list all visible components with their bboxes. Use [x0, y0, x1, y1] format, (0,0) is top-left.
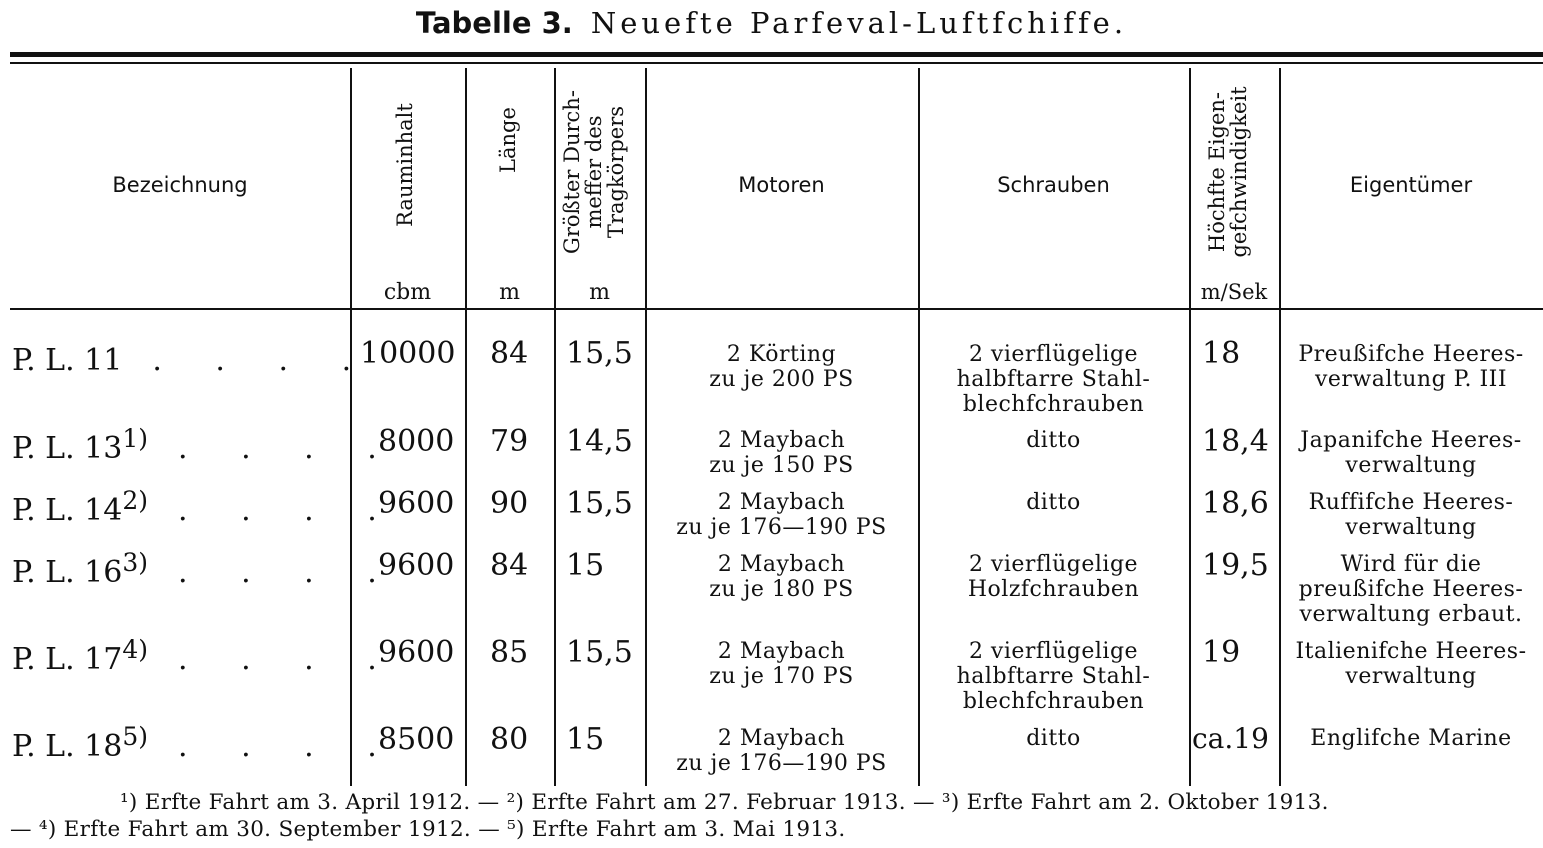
- row-diameter: 15: [566, 548, 605, 583]
- row-name: P. L. 18$^{5)}$ . . . .: [12, 722, 399, 764]
- column-divider: [465, 68, 467, 786]
- footnote-line-2: — ⁴) Erfte Fahrt am 30. September 1912. — ⁵) Erfte Fahrt am 3. Mai 1913.: [10, 817, 846, 842]
- row-name: P. L. 14$^{2)}$ . . . .: [12, 486, 399, 528]
- row-name: P. L. 11 . . . .: [12, 343, 374, 378]
- header-geschwindigkeit: Höchfte Eigen- gefchwindigkeit: [1205, 86, 1251, 258]
- unit-laenge: m: [499, 280, 520, 305]
- row-screw: ditto: [1026, 726, 1081, 751]
- unit-rauminhalt: cbm: [383, 280, 432, 305]
- header-rauminhalt: Rauminhalt: [393, 103, 417, 227]
- row-name: P. L. 13$^{1)}$ . . . .: [12, 424, 399, 466]
- row-speed: 19: [1202, 635, 1241, 670]
- header-schrauben: Schrauben: [997, 173, 1110, 197]
- row-volume: 8500: [378, 722, 455, 757]
- table-number: Tabelle 3.: [415, 6, 573, 40]
- row-diameter: 15,5: [566, 336, 633, 371]
- top-rule-thick: [10, 52, 1543, 57]
- row-volume: 9600: [378, 635, 455, 670]
- row-diameter: 15,5: [566, 486, 633, 521]
- row-speed: 18: [1202, 336, 1241, 371]
- row-motor: 2 Maybach zu je 170 PS: [709, 639, 854, 689]
- row-owner: Preußifche Heeres- verwaltung P. III: [1298, 342, 1524, 392]
- row-length: 79: [490, 424, 529, 459]
- row-diameter: 15: [566, 722, 605, 757]
- row-screw: 2 vierflügelige halbftarre Stahl- blechfchrauben: [956, 639, 1151, 714]
- row-owner: Ruffifche Heeres- verwaltung: [1308, 490, 1514, 540]
- header-rule: [10, 308, 1543, 310]
- header-laenge: Länge: [496, 107, 520, 173]
- row-screw: ditto: [1026, 428, 1081, 453]
- row-screw: ditto: [1026, 490, 1081, 515]
- row-length: 80: [490, 722, 529, 757]
- row-screw: 2 vierflügelige halbftarre Stahl- blechfchrauben: [956, 342, 1151, 417]
- row-diameter: 14,5: [566, 424, 633, 459]
- row-owner: Italienifche Heeres- verwaltung: [1295, 639, 1527, 689]
- header-bezeichnung: Bezeichnung: [112, 173, 248, 197]
- row-volume: 9600: [378, 486, 455, 521]
- row-motor: 2 Maybach zu je 180 PS: [709, 552, 854, 602]
- column-divider: [1189, 68, 1191, 786]
- unit-geschwindigkeit: m/Sek: [1200, 280, 1268, 304]
- row-name: P. L. 16$^{3)}$ . . . .: [12, 548, 399, 590]
- footnote-line-1: ¹) Erfte Fahrt am 3. April 1912. — ²) Erfte Fahrt am 27. Februar 1913. — ³) Erfte Fahrt am 2. Oktober 1913.: [120, 790, 1329, 815]
- table-title: [0, 6, 1543, 40]
- row-motor: 2 Maybach zu je 176—190 PS: [676, 726, 887, 776]
- row-screw: 2 vierflügelige Holzfchrauben: [967, 552, 1140, 602]
- header-motoren: Motoren: [738, 173, 825, 197]
- row-volume: 9600: [378, 548, 455, 583]
- unit-durchmesser: m: [589, 280, 610, 305]
- row-speed: 18,4: [1202, 424, 1269, 459]
- row-diameter: 15,5: [566, 635, 633, 670]
- row-length: 84: [490, 548, 529, 583]
- row-speed: ca.19: [1192, 722, 1269, 755]
- row-owner: Wird für die preußifche Heeres- verwaltung erbaut.: [1298, 552, 1524, 627]
- column-divider: [554, 68, 556, 786]
- row-motor: 2 Maybach zu je 176—190 PS: [676, 490, 887, 540]
- top-rule-thin: [10, 62, 1543, 64]
- table-name: Neuefte Parfeval-Luftfchiffe.: [590, 6, 1128, 40]
- row-owner: Englifche Marine: [1310, 726, 1512, 751]
- row-motor: 2 Körting zu je 200 PS: [709, 342, 854, 392]
- row-speed: 19,5: [1202, 548, 1269, 583]
- row-length: 84: [490, 336, 529, 371]
- header-durchmesser: Größter Durch- meffer des Tragkörpers: [560, 90, 628, 254]
- row-length: 85: [490, 635, 529, 670]
- row-volume: 10000: [360, 336, 456, 371]
- row-speed: 18,6: [1202, 486, 1269, 521]
- row-owner: Japanifche Heeres- verwaltung: [1300, 428, 1522, 478]
- row-volume: 8000: [378, 424, 455, 459]
- row-length: 90: [490, 486, 529, 521]
- header-eigentuemer: Eigentümer: [1349, 173, 1473, 197]
- row-motor: 2 Maybach zu je 150 PS: [709, 428, 854, 478]
- row-name: P. L. 17$^{4)}$ . . . .: [12, 635, 399, 677]
